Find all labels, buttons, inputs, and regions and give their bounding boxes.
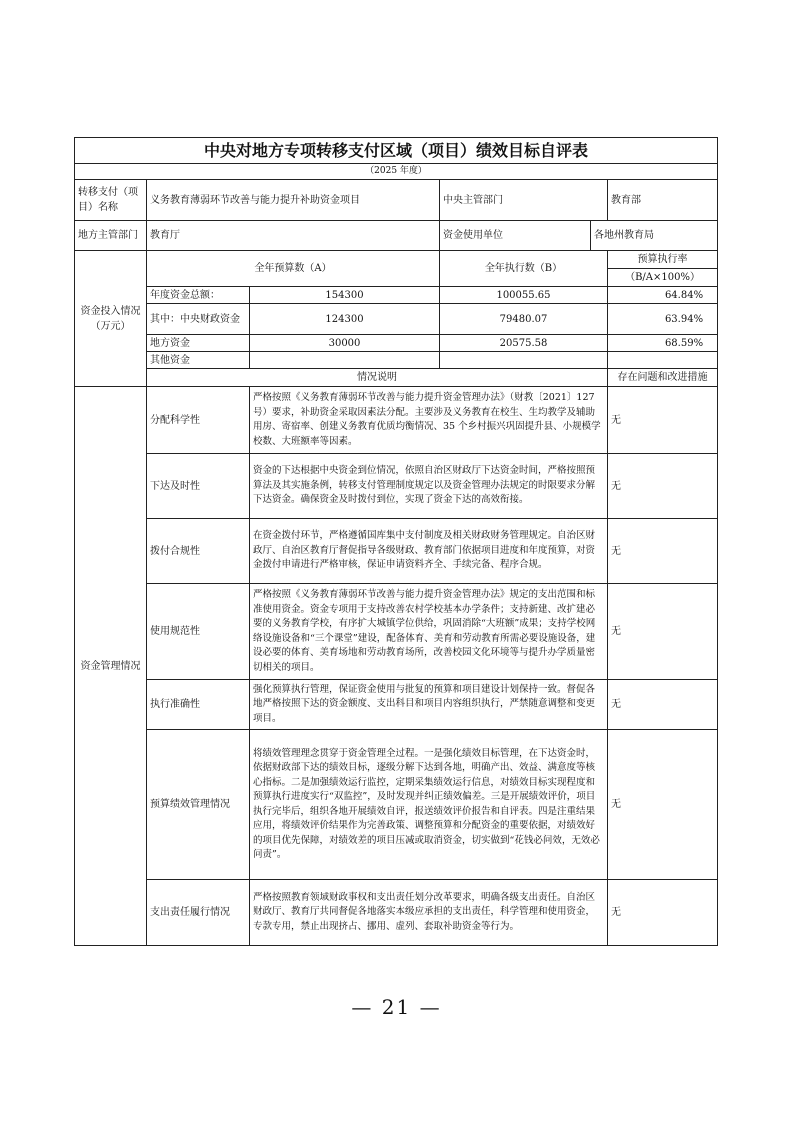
mgmt-item-desc: 资金的下达根据中央资金到位情况，依照自治区财政厅下达资金时间，严格按照预算法及其实施条例，转移支付管理制度规定以及资金管理办法规定的时限要求分解下达资金。确保资金及时拨付到位，实现了资金下达的高效衔接。 <box>250 454 608 519</box>
central-dept-label: 中央主管部门 <box>440 180 608 221</box>
col-issue-header: 存在问题和改进措施 <box>608 369 718 387</box>
fund-unit-label: 资金使用单位 <box>440 221 591 251</box>
mgmt-item-issue: 无 <box>608 584 718 680</box>
page-number: — 21 — <box>351 995 442 1019</box>
col-budget-header: 全年预算数（A） <box>147 251 440 287</box>
project-name-label: 转移支付（项目）名称 <box>75 180 147 221</box>
mgmt-item-desc: 将绩效管理理念贯穿于资金管理全过程。一是强化绩效目标管理，在下达资金时，依据财政部下达的绩效目标，逐级分解下达到各地，明确产出、效益、满意度等核心指标。二是加强绩效运行监控，定期采集绩效运行信息，对绩效目标实现程度和预算执行进度实行“双监控”，及时发现并纠正绩效偏差。三是开展绩效评价，项目执行完毕后，组织各地开展绩效自评，报送绩效评价报告和自评表。四是注重结果应用，将绩效评价结果作为完善政策、调整预算和分配资金的重要依据，对绩效好的项目优先保障，对绩效差的项目压减或取消资金，切实做到“花钱必问效，无效必问责”。 <box>250 730 608 880</box>
fund-row: 其中：中央财政资金 124300 79480.07 63.94% <box>75 304 718 335</box>
table-title: 中央对地方专项转移支付区域（项目）绩效目标自评表 <box>75 138 718 164</box>
mgmt-item-label: 执行准确性 <box>147 680 250 730</box>
mgmt-item-label: 支出责任履行情况 <box>147 880 250 946</box>
fund-row: 年度资金总额： 154300 100055.65 64.84% <box>75 287 718 304</box>
col-exec-header: 全年执行数（B） <box>440 251 608 287</box>
mgmt-item-label: 使用规范性 <box>147 584 250 680</box>
fund-row: 其他资金 <box>75 352 718 369</box>
mgmt-item-label: 拨付合规性 <box>147 519 250 584</box>
mgmt-row <box>75 680 718 730</box>
mgmt-item-issue: 无 <box>608 454 718 519</box>
mgmt-row <box>75 387 718 454</box>
fund-row: 地方资金 30000 20575.58 68.59% <box>75 335 718 352</box>
funds-section-label: 资金投入情况（万元） <box>75 251 147 387</box>
col-rate-header: 预算执行率 <box>608 251 718 269</box>
self-evaluation-table <box>74 137 718 946</box>
mgmt-item-label: 分配科学性 <box>147 387 250 454</box>
mgmt-item-issue: 无 <box>608 519 718 584</box>
mgmt-item-desc: 严格按照教育领域财政事权和支出责任划分改革要求，明确各级支出责任。自治区财政厅、教育厅共同督促各地落实本级应承担的支出责任，科学管理和使用资金，专款专用，禁止出现挤占、挪用、虚列、套取补助资金等行为。 <box>250 880 608 946</box>
fund-unit-value: 各地州教育局 <box>591 221 718 251</box>
mgmt-row <box>75 730 718 880</box>
mgmt-item-issue: 无 <box>608 730 718 880</box>
mgmt-item-label: 预算绩效管理情况 <box>147 730 250 880</box>
col-rate-formula: （B/A×100%） <box>608 269 718 287</box>
mgmt-row <box>75 584 718 680</box>
mgmt-item-desc: 严格按照《义务教育薄弱环节改善与能力提升资金管理办法》（财教〔2021〕127 号）要求，补助资金采取因素法分配。主要涉及义务教育在校生、生均教学及辅助用房、寄宿率、创建义务教育优质均衡情况、35 个乡村振兴巩固提升县、小规模学校数、大班额率等因素。 <box>250 387 608 454</box>
local-dept-value: 教育厅 <box>147 221 440 251</box>
central-dept-value: 教育部 <box>608 180 718 221</box>
mgmt-item-issue: 无 <box>608 880 718 946</box>
mgmt-row <box>75 519 718 584</box>
mgmt-row <box>75 454 718 519</box>
mgmt-item-issue: 无 <box>608 387 718 454</box>
mgmt-item-label: 下达及时性 <box>147 454 250 519</box>
local-dept-label: 地方主管部门 <box>75 221 147 251</box>
mgmt-item-issue: 无 <box>608 680 718 730</box>
year-label: （2025 年度） <box>75 164 718 180</box>
project-name-value: 义务教育薄弱环节改善与能力提升补助资金项目 <box>147 180 440 221</box>
mgmt-row <box>75 880 718 946</box>
mgmt-item-desc: 强化预算执行管理，保证资金使用与批复的预算和项目建设计划保持一致。督促各地严格按照下达的资金额度、支出科目和项目内容组织执行，严禁随意调整和变更项目。 <box>250 680 608 730</box>
col-desc-header: 情况说明 <box>147 369 608 387</box>
mgmt-section-label: 资金管理情况 <box>75 387 147 946</box>
mgmt-item-desc: 在资金拨付环节，严格遵循国库集中支付制度及相关财政财务管理规定。自治区财政厅、自治区教育厅督促指导各级财政、教育部门依据项目进度和年度预算，对资金拨付申请进行严格审核，保证申请资料齐全、手续完备、程序合规。 <box>250 519 608 584</box>
mgmt-item-desc: 严格按照《义务教育薄弱环节改善与能力提升资金管理办法》规定的支出范围和标准使用资金。资金专项用于支持改善农村学校基本办学条件；支持新建、改扩建必要的义务教育学校，有序扩大城镇学位供给，巩固消除“大班额”成果；支持学校网络设施设备和“三个课堂”建设，配备体育、美育和劳动教育所需必要设施设备，建设必要的体育、美育场地和劳动教育场所，改善校园文化环境等与提升办学质量密切相关的项目。 <box>250 584 608 680</box>
